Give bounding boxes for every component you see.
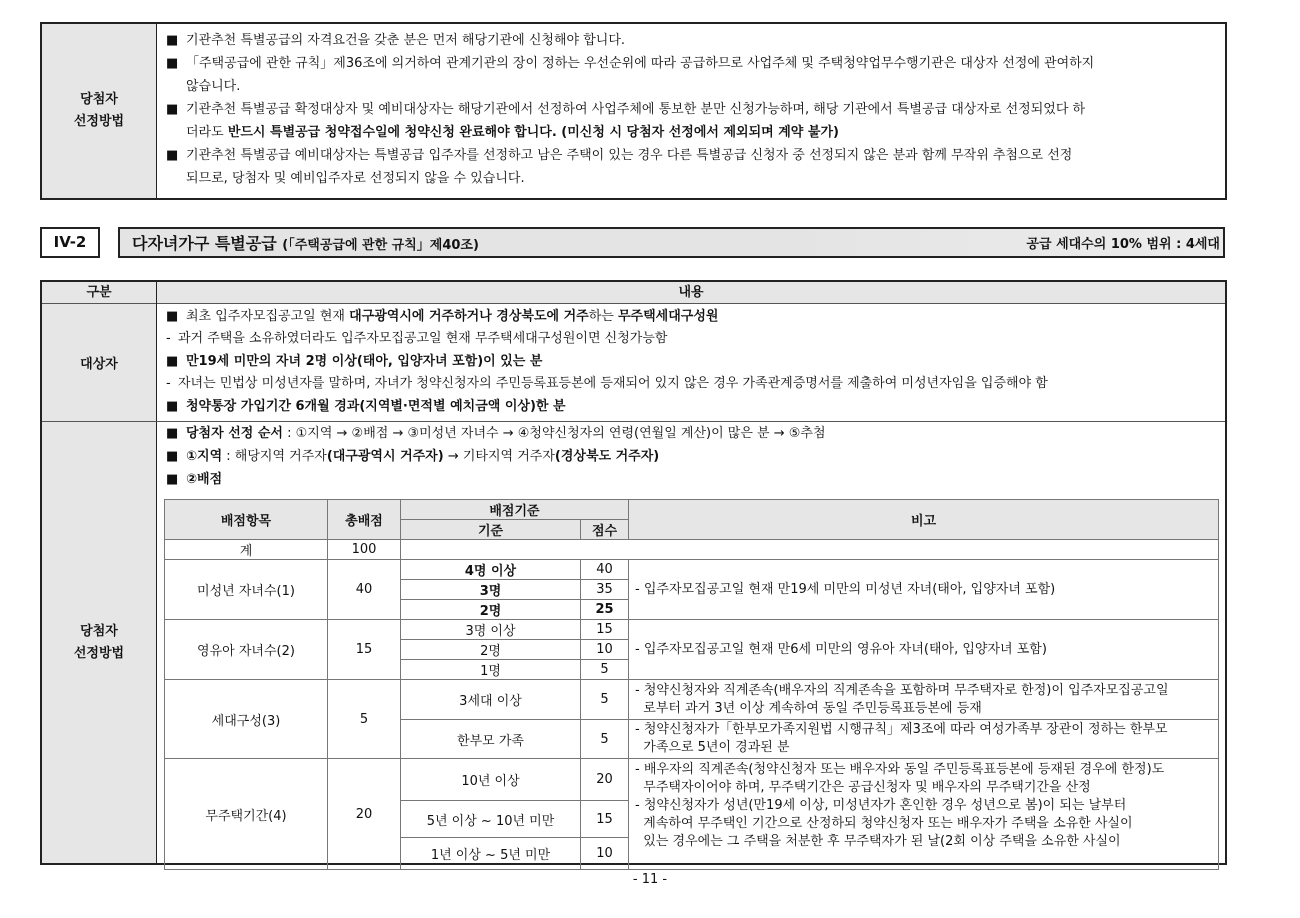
house-note-1: - 청약신청자와 직계존속(배우자의 직계존속을 포함하며 무주택자로 한정)이 입주자모집공고일 로부터 과거 3년 이상 계속하여 동일 주민등록표등본에 등재 bbox=[629, 680, 1219, 720]
target-dash-2: - 자녀는 민법상 미성년자를 말하며, 자녀가 청약신청자의 주민등록표등본에 등재되어 있지 않은 경우 가족관계증명서를 제출하여 미성년자임을 입증해야 함 bbox=[164, 373, 1219, 395]
top-selection-table bbox=[40, 22, 1227, 200]
selection-bullet-2: ■ ①지역 : 해당지역 거주자(대구광역시 거주자) → 기타지역 거주자(경상북도 거주자) bbox=[164, 445, 1219, 468]
top-bullet-2: ■ 「주택공급에 관한 규칙」제36조에 의거하여 관계기관의 장이 정하는 우선순위에 따라 공급하므로 사업주체 및 주택청약업무수행기관은 대상자 선정에 관여하지 않습니다. bbox=[164, 52, 1219, 98]
top-bullet-4: ■ 기관추천 특별공급 예비대상자는 특별공급 입주자를 선정하고 남은 주택이 있는 경우 다른 특별공급 신청자 중 선정되지 않은 분과 함께 무작위 추첨으로 선정 되므로, 당첨자 및 예비입주자로 선정되지 않을 수 있습니다. bbox=[164, 144, 1219, 190]
selection-label: 당첨자 선정방법 bbox=[42, 422, 156, 863]
score-head-note: 비고 bbox=[629, 500, 1219, 540]
house-s2: 5 bbox=[581, 720, 629, 759]
main-table bbox=[40, 280, 1227, 865]
target-bullet-3: ■ 청약통장 가입기간 6개월 경과(지역별·면적별 예치금액 이상)한 분 bbox=[164, 395, 1219, 418]
house-r2: 한부모 가족 bbox=[401, 720, 581, 759]
score-table bbox=[164, 499, 1219, 870]
head-right: 내용 bbox=[157, 282, 1225, 303]
infant-r3: 1명 bbox=[401, 660, 581, 680]
main-col-divider bbox=[156, 282, 157, 863]
house-r1: 3세대 이상 bbox=[401, 680, 581, 720]
nohouse-r2: 5년 이상 ~ 10년 미만 bbox=[401, 801, 581, 838]
target-content bbox=[164, 305, 1219, 418]
score-head-total: 총배점 bbox=[328, 500, 401, 540]
house-label: 세대구성(3) bbox=[165, 680, 328, 759]
house-note-2: - 청약신청자가「한부모가족지원법 시행규칙」제3조에 따라 여성가족부 장관이 정하는 한부모 가족으로 5년이 경과된 분 bbox=[629, 720, 1219, 759]
head-left: 구분 bbox=[42, 282, 156, 303]
top-label-line1: 당첨자 bbox=[80, 92, 118, 107]
top-label-line2: 선정방법 bbox=[73, 114, 125, 129]
nohouse-total: 20 bbox=[328, 759, 401, 870]
nohouse-s2: 15 bbox=[581, 801, 629, 838]
sum-label: 계 bbox=[165, 540, 328, 560]
nohouse-label: 무주택기간(4) bbox=[165, 759, 328, 870]
sum-value: 100 bbox=[328, 540, 401, 560]
nohouse-r3: 1년 이상 ~ 5년 미만 bbox=[401, 838, 581, 870]
selection-bullet-1: ■ 당첨자 선정 순서 : ①지역 → ②배점 → ③미성년 자녀수 → ④청약신청자의 연령(연월일 계산)이 많은 분 → ⑤추첨 bbox=[164, 422, 1219, 445]
infant-total: 15 bbox=[328, 620, 401, 680]
minor-total: 40 bbox=[328, 560, 401, 620]
selection-bullet-3: ■ ②배점 bbox=[164, 468, 1219, 491]
top-bullet-1: ■ 기관추천 특별공급의 자격요건을 갖춘 분은 먼저 해당기관에 신청해야 합니다. bbox=[164, 29, 1219, 52]
section-subtitle: (「주택공급에 관한 규칙」제40조) bbox=[282, 238, 479, 253]
target-label: 대상자 bbox=[42, 304, 156, 421]
target-bullet-1: ■ 최초 입주자모집공고일 현재 대구광역시에 거주하거나 경상북도에 거주하는 무주택세대구성원 bbox=[164, 305, 1219, 328]
nohouse-s3: 10 bbox=[581, 838, 629, 870]
infant-s1: 15 bbox=[581, 620, 629, 640]
minor-r1: 4명 이상 bbox=[401, 560, 581, 580]
infant-s2: 10 bbox=[581, 640, 629, 660]
score-head-item: 배점항목 bbox=[165, 500, 328, 540]
minor-s2: 35 bbox=[581, 580, 629, 600]
section-supply-range: 공급 세대수의 10% 범위 : 4세대 bbox=[1026, 237, 1220, 252]
infant-note: - 입주자모집공고일 현재 만6세 미만의 영유아 자녀(태아, 입양자녀 포함) bbox=[629, 620, 1219, 680]
section-number: IV-2 bbox=[40, 227, 100, 258]
target-dash-1: - 과거 주택을 소유하였더라도 입주자모집공고일 현재 무주택세대구성원이면 신청가능함 bbox=[164, 328, 1219, 350]
target-bullet-2: ■ 만19세 미만의 자녀 2명 이상(태아, 입양자녀 포함)이 있는 분 bbox=[164, 350, 1219, 373]
page-number: - 11 - bbox=[632, 872, 668, 887]
infant-r2: 2명 bbox=[401, 640, 581, 660]
top-label-cell bbox=[42, 24, 157, 198]
infant-label: 영유아 자녀수(2) bbox=[165, 620, 328, 680]
nohouse-s1: 20 bbox=[581, 759, 629, 801]
minor-r2: 3명 bbox=[401, 580, 581, 600]
section-title: 다자녀가구 특별공급 (「주택공급에 관한 규칙」제40조) bbox=[132, 234, 479, 253]
infant-r1: 3명 이상 bbox=[401, 620, 581, 640]
nohouse-r1: 10년 이상 bbox=[401, 759, 581, 801]
score-head-score: 점수 bbox=[581, 520, 629, 540]
minor-s1: 40 bbox=[581, 560, 629, 580]
house-s1: 5 bbox=[581, 680, 629, 720]
minor-label: 미성년 자녀수(1) bbox=[165, 560, 328, 620]
top-content-cell bbox=[164, 29, 1219, 190]
score-head-criteria: 배점기준 bbox=[401, 500, 629, 520]
top-bullet-3: ■ 기관추천 특별공급 확정대상자 및 예비대상자는 해당기관에서 선정하여 사업주체에 통보한 분만 신청가능하며, 해당 기관에서 특별공급 대상자로 선정되었다 하 더라도 반드시 특별공급 청약접수일에 청약신청 완료해야 합니다. (미신청 시 당첨자 선정에서 제외되며 계약 불가) bbox=[164, 98, 1219, 144]
minor-note: - 입주자모집공고일 현재 만19세 미만의 미성년 자녀(태아, 입양자녀 포함) bbox=[629, 560, 1219, 620]
nohouse-note: - 배우자의 직계존속(청약신청자 또는 배우자와 동일 주민등록표등본에 등재된 경우에 한정)도 무주택자이어야 하며, 무주택기간은 공급신청자 및 배우자의 무주택기간을 산정 - 청약신청자가 성년(만19세 이상, 미성년자가 혼인한 경우 성년으로 봄)이 되는 날부터 계속하여 무주택인 기간으로 산정하되 청약신청자 또는 배우자가 주택을 소유한 사실이 있는 경우에는 그 주택을 처분한 후 무주택자가 된 날(2회 이상 주택을 소유한 사실이 bbox=[629, 759, 1219, 870]
sum-empty bbox=[401, 540, 1219, 560]
selection-content bbox=[164, 422, 1219, 491]
infant-s3: 5 bbox=[581, 660, 629, 680]
minor-r3: 2명 bbox=[401, 600, 581, 620]
score-head-basis: 기준 bbox=[401, 520, 581, 540]
minor-s3: 25 bbox=[581, 600, 629, 620]
head-divider bbox=[42, 303, 1225, 304]
house-total: 5 bbox=[328, 680, 401, 759]
